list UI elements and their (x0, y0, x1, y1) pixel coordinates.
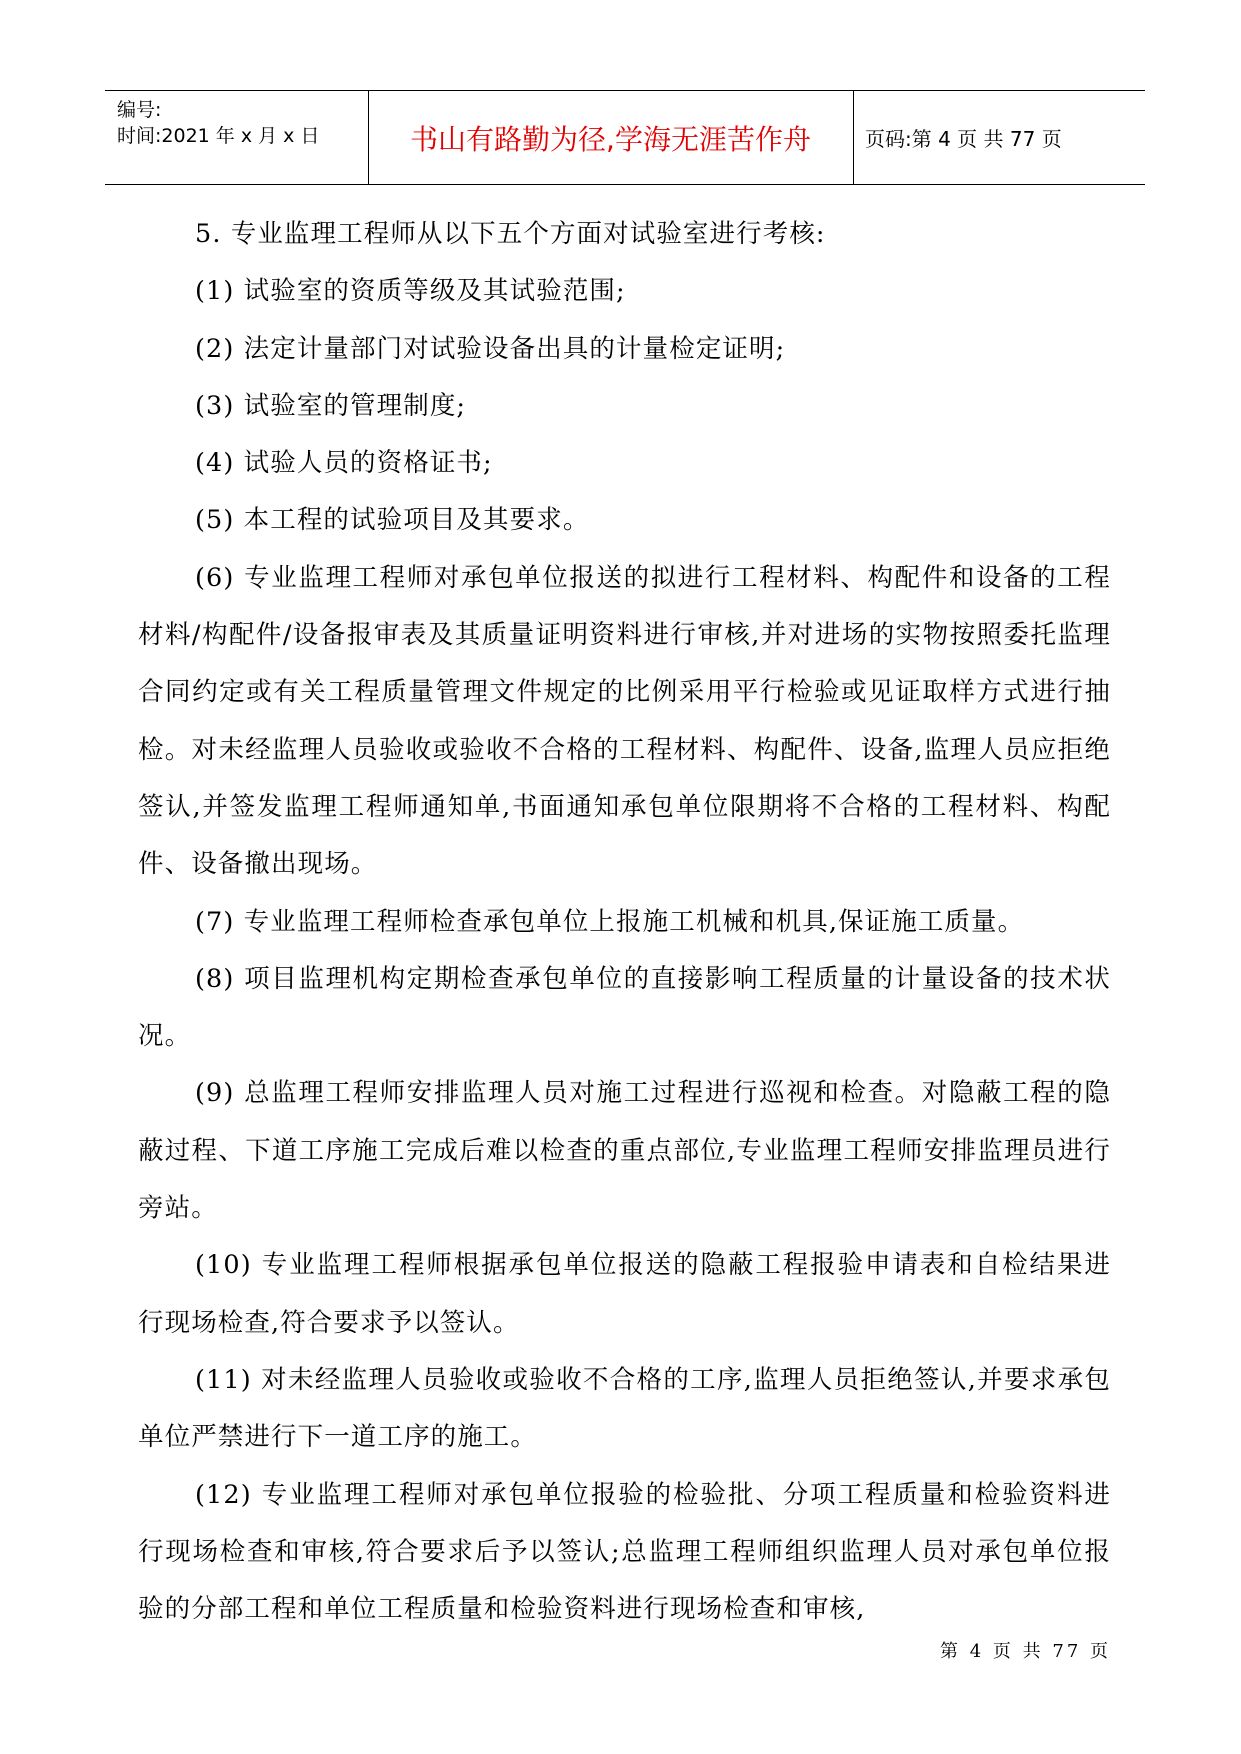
header-page-info: 页码:第 4 页 共 77 页 (865, 127, 1062, 151)
document-body (138, 206, 1111, 1638)
paragraph: (12) 专业监理工程师对承包单位报验的检验批、分项工程质量和检验资料进行现场检查和审核,符合要求后予以签认;总监理工程师组织监理人员对承包单位报验的分部工程和单位工程质量和检验资料进行现场检查和审核, (138, 1479, 1111, 1625)
paragraph: (5) 本工程的试验项目及其要求。 (195, 505, 590, 536)
paragraph: (10) 专业监理工程师根据承包单位报送的隐蔽工程报验申请表和自检结果进行现场检查,符合要求予以签认。 (138, 1250, 1111, 1338)
paragraph: (6) 专业监理工程师对承包单位报送的拟进行工程材料、构配件和设备的工程材料/构配件/设备报审表及其质量证明资料进行审核,并对进场的实物按照委托监理合同约定或有关工程质量管理文件规定的比例采用平行检验或见证取样方式进行抽检。对未经监理人员验收或验收不合格的工程材料、构配件、设备,监理人员应拒绝签认,并签发监理工程师通知单,书面通知承包单位限期将不合格的工程材料、构配件、设备撤出现场。 (138, 562, 1111, 880)
paragraph: (4) 试验人员的资格证书; (195, 448, 493, 479)
paragraph: (8) 项目监理机构定期检查承包单位的直接影响工程质量的计量设备的技术状况。 (138, 963, 1111, 1052)
paragraph: (1) 试验室的资质等级及其试验范围; (195, 276, 626, 307)
page-header (105, 90, 1145, 185)
paragraph: (11) 对未经监理人员验收或验收不合格的工序,监理人员拒绝签认,并要求承包单位严禁进行下一道工序的施工。 (138, 1364, 1111, 1453)
paragraph: (9) 总监理工程师安排监理人员对施工过程进行巡视和检查。对隐蔽工程的隐蔽过程、下道工序施工完成后难以检查的重点部位,专业监理工程师安排监理员进行旁站。 (138, 1078, 1111, 1224)
header-motto: 书山有路勤为径,学海无涯苦作舟 (368, 91, 854, 184)
paragraph: (7) 专业监理工程师检查承包单位上报施工机械和机具,保证施工质量。 (195, 906, 1025, 937)
paragraph: (3) 试验室的管理制度; (195, 390, 467, 421)
document-time: 时间:2021 年 x 月 x 日 (117, 125, 320, 147)
paragraph: 5. 专业监理工程师从以下五个方面对试验室进行考核: (195, 219, 826, 249)
page-footer: 第 4 页 共 77 页 (940, 1641, 1111, 1662)
paragraph: (2) 法定计量部门对试验设备出具的计量检定证明; (195, 333, 786, 364)
document-number: 编号: (117, 99, 162, 121)
header-meta (105, 91, 369, 184)
